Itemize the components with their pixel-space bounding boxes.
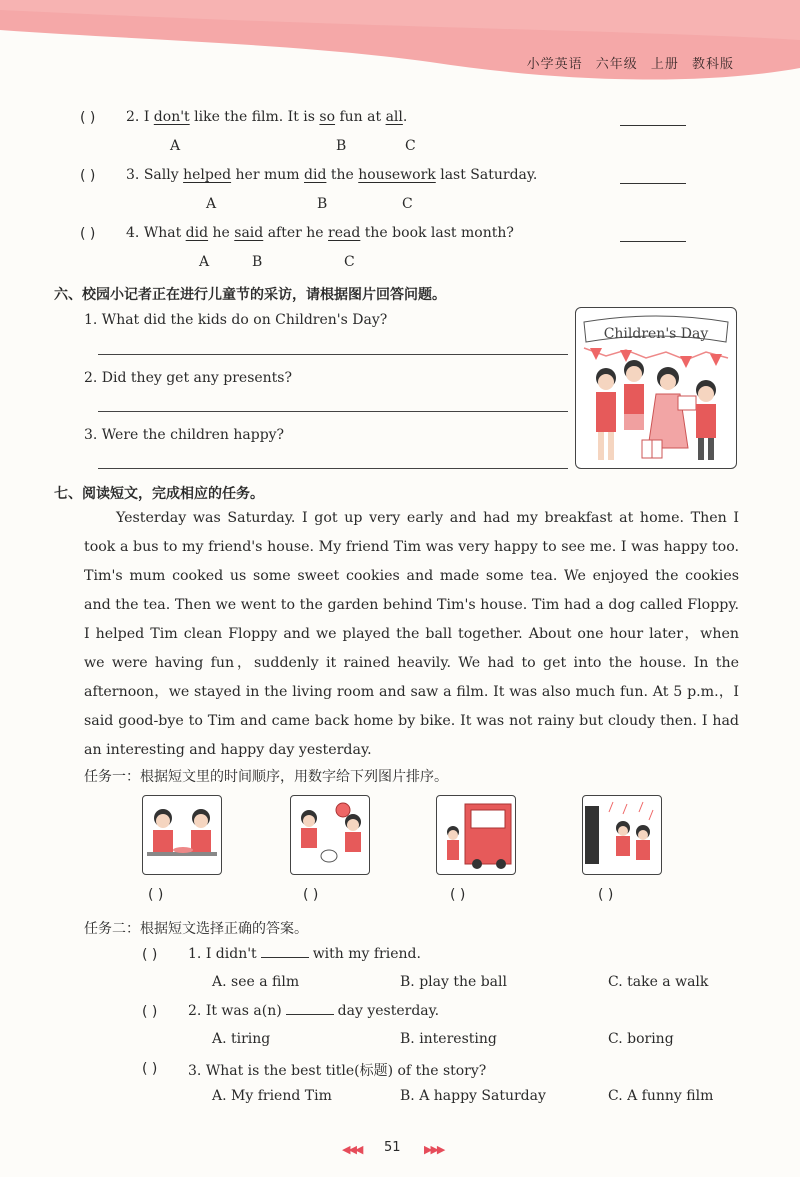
- task2-question-2: 2. It was a(n) day yesterday.: [188, 1003, 440, 1019]
- left-arrows-icon: ◀◀◀: [342, 1143, 362, 1156]
- question-2: 2. Did they get any presents?: [84, 370, 292, 386]
- label-a: A: [199, 254, 210, 270]
- order-paren[interactable]: ( ): [598, 887, 614, 903]
- option-c: C. take a walk: [608, 974, 709, 990]
- childrens-day-picture: [575, 307, 737, 469]
- label-c: C: [344, 254, 355, 270]
- task2-title: 任务二：根据短文选择正确的答案。: [84, 921, 308, 937]
- task2-question-1: 1. I didn't with my friend.: [188, 946, 421, 962]
- option-a: A. My friend Tim: [212, 1088, 332, 1104]
- header-title: 小学英语 六年级 上册 教科版: [526, 57, 734, 72]
- correction-line[interactable]: [620, 125, 686, 126]
- reading-passage: [84, 504, 739, 765]
- section6-title: 六、校园小记者正在进行儿童节的采访，请根据图片回答问题。: [54, 287, 446, 303]
- option-b: B. play the ball: [400, 974, 507, 990]
- page-number: 51: [384, 1140, 401, 1155]
- order-paren[interactable]: ( ): [148, 887, 164, 903]
- option-c: C. A funny film: [608, 1088, 714, 1104]
- answer-paren[interactable]: ( ): [142, 947, 158, 963]
- option-b: B. A happy Saturday: [400, 1088, 546, 1104]
- picture-cookies-tea: [142, 795, 222, 875]
- option-c: C. boring: [608, 1031, 674, 1047]
- answer-line[interactable]: [98, 354, 568, 355]
- answer-paren[interactable]: ( ): [80, 226, 96, 242]
- task2-question-3: 3. What is the best title(标题) of the story?: [188, 1063, 487, 1079]
- option-a: A. tiring: [212, 1031, 271, 1047]
- picture-rain: [582, 795, 662, 875]
- picture-bus: [436, 795, 516, 875]
- label-c: C: [405, 138, 416, 154]
- label-b: B: [317, 196, 328, 212]
- task1-title: 任务一：根据短文里的时间顺序，用数字给下列图片排序。: [84, 769, 448, 785]
- banner-text: Children's Day: [603, 326, 709, 342]
- option-b: B. interesting: [400, 1031, 497, 1047]
- picture-garden-dog-ball: [290, 795, 370, 875]
- error-item-3: 3. Sally helped her mum did the housework last Saturday.: [126, 167, 538, 183]
- label-a: A: [206, 196, 217, 212]
- label-b: B: [252, 254, 263, 270]
- label-c: C: [402, 196, 413, 212]
- answer-paren[interactable]: ( ): [142, 1004, 158, 1020]
- passage-text: Yesterday was Saturday. I got up very early and had my breakfast at home. Then I took a bus to my friend's house. My friend Tim was very happy to see me. I was happy too. Tim's mum cooked us some sweet cookies and made some tea. We enjoyed the cookies and the tea. Then we went to the garden behind Tim's house. Tim had a dog called Floppy. I helped Tim clean Floppy and we played the ball together. About one hour later，when we were having fun，suddenly it rained heavily. We had to get into the house. In the afternoon，we stayed in the living room and saw a film. It was also much fun. At 5 p.m.，I said good-bye to Tim and came back home by bike. It was not rainy but cloudy then. I had an interesting and happy day yesterday.: [84, 510, 739, 758]
- error-item-2: 2. I don't like the film. It is so fun at all.: [126, 109, 408, 125]
- right-arrows-icon: ▶▶▶: [424, 1143, 444, 1156]
- correction-line[interactable]: [620, 183, 686, 184]
- error-item-4: 4. What did he said after he read the book last month?: [126, 225, 514, 241]
- section7-title: 七、阅读短文，完成相应的任务。: [54, 486, 264, 502]
- answer-paren[interactable]: ( ): [142, 1061, 158, 1077]
- answer-line[interactable]: [98, 468, 568, 469]
- question-3: 3. Were the children happy?: [84, 427, 285, 443]
- answer-line[interactable]: [98, 411, 568, 412]
- answer-paren[interactable]: ( ): [80, 110, 96, 126]
- header-band: [0, 0, 800, 90]
- question-1: 1. What did the kids do on Children's Day?: [84, 312, 388, 328]
- order-paren[interactable]: ( ): [303, 887, 319, 903]
- answer-paren[interactable]: ( ): [80, 168, 96, 184]
- order-paren[interactable]: ( ): [450, 887, 466, 903]
- correction-line[interactable]: [620, 241, 686, 242]
- option-a: A. see a film: [212, 974, 300, 990]
- label-a: A: [170, 138, 181, 154]
- label-b: B: [336, 138, 347, 154]
